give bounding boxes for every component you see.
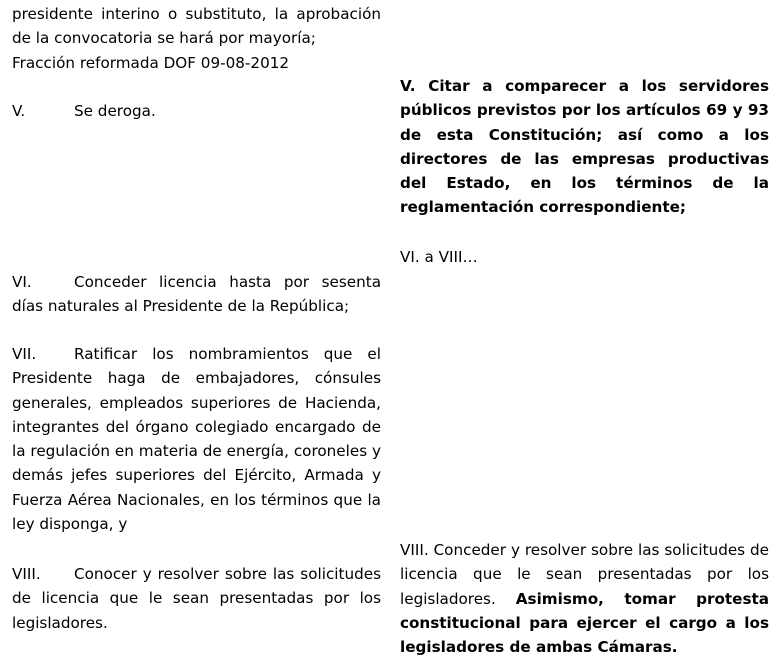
fraction-text-bold: Asimismo, tomar protesta constitucional para ejercer el cargo a los legisladores de ambas Cámaras. (400, 589, 769, 657)
fraction-number: V. (12, 102, 26, 120)
fraction-number: VIII. (12, 565, 41, 583)
fraction-number: VI. (12, 273, 32, 291)
fraction-text: Ratificar los nombramientos que el Presidente haga de embajadores, cónsules generales, empleados superiores de Hacienda, integrantes del órgano colegiado encargado de la regulación en materia de energía, coroneles y demás jefes superiores del Ejército, Armada y Fuerza Aérea Nacionales, en los términos que la ley disponga, y (12, 345, 381, 534)
left-fraction-v (12, 99, 381, 123)
fraction-text: Conceder licencia hasta por sesenta días naturales al Presidente de la República; (12, 273, 381, 316)
left-paragraph-continuation-text: presidente interino o substituto, la aprobación de la convocatoria se hará por mayoría; (12, 5, 381, 48)
fraction-text-bold: V. Citar a comparecer a los servidores públicos previstos por los artículos 69 y 93 de esta Constitución; así como a los directores de las empresas productivas del Estado, en los términos de la reglamentación correspondiente; (400, 77, 769, 217)
fraction-text: Conocer y resolver sobre las solicitudes de licencia que le sean presentadas por los legisladores. (12, 565, 381, 632)
left-fraction-vi (12, 270, 381, 319)
right-fraction-viii (400, 538, 769, 659)
right-fraction-v (400, 74, 769, 220)
fraction-text: VIII. Conceder y resolver sobre las solicitudes de licencia que le sean presentadas por los legisladores. (400, 541, 769, 608)
fraction-text: Se deroga. (74, 102, 156, 120)
fraction-number: VII. (12, 345, 37, 363)
right-fraction-vi-viii (400, 245, 769, 269)
left-paragraph-continuation (12, 2, 381, 75)
reform-note: Fracción reformada DOF 09-08-2012 (12, 53, 290, 72)
left-fraction-viii (12, 562, 381, 635)
fraction-text: VI. a VIII… (400, 248, 478, 266)
left-fraction-vii (12, 342, 381, 536)
